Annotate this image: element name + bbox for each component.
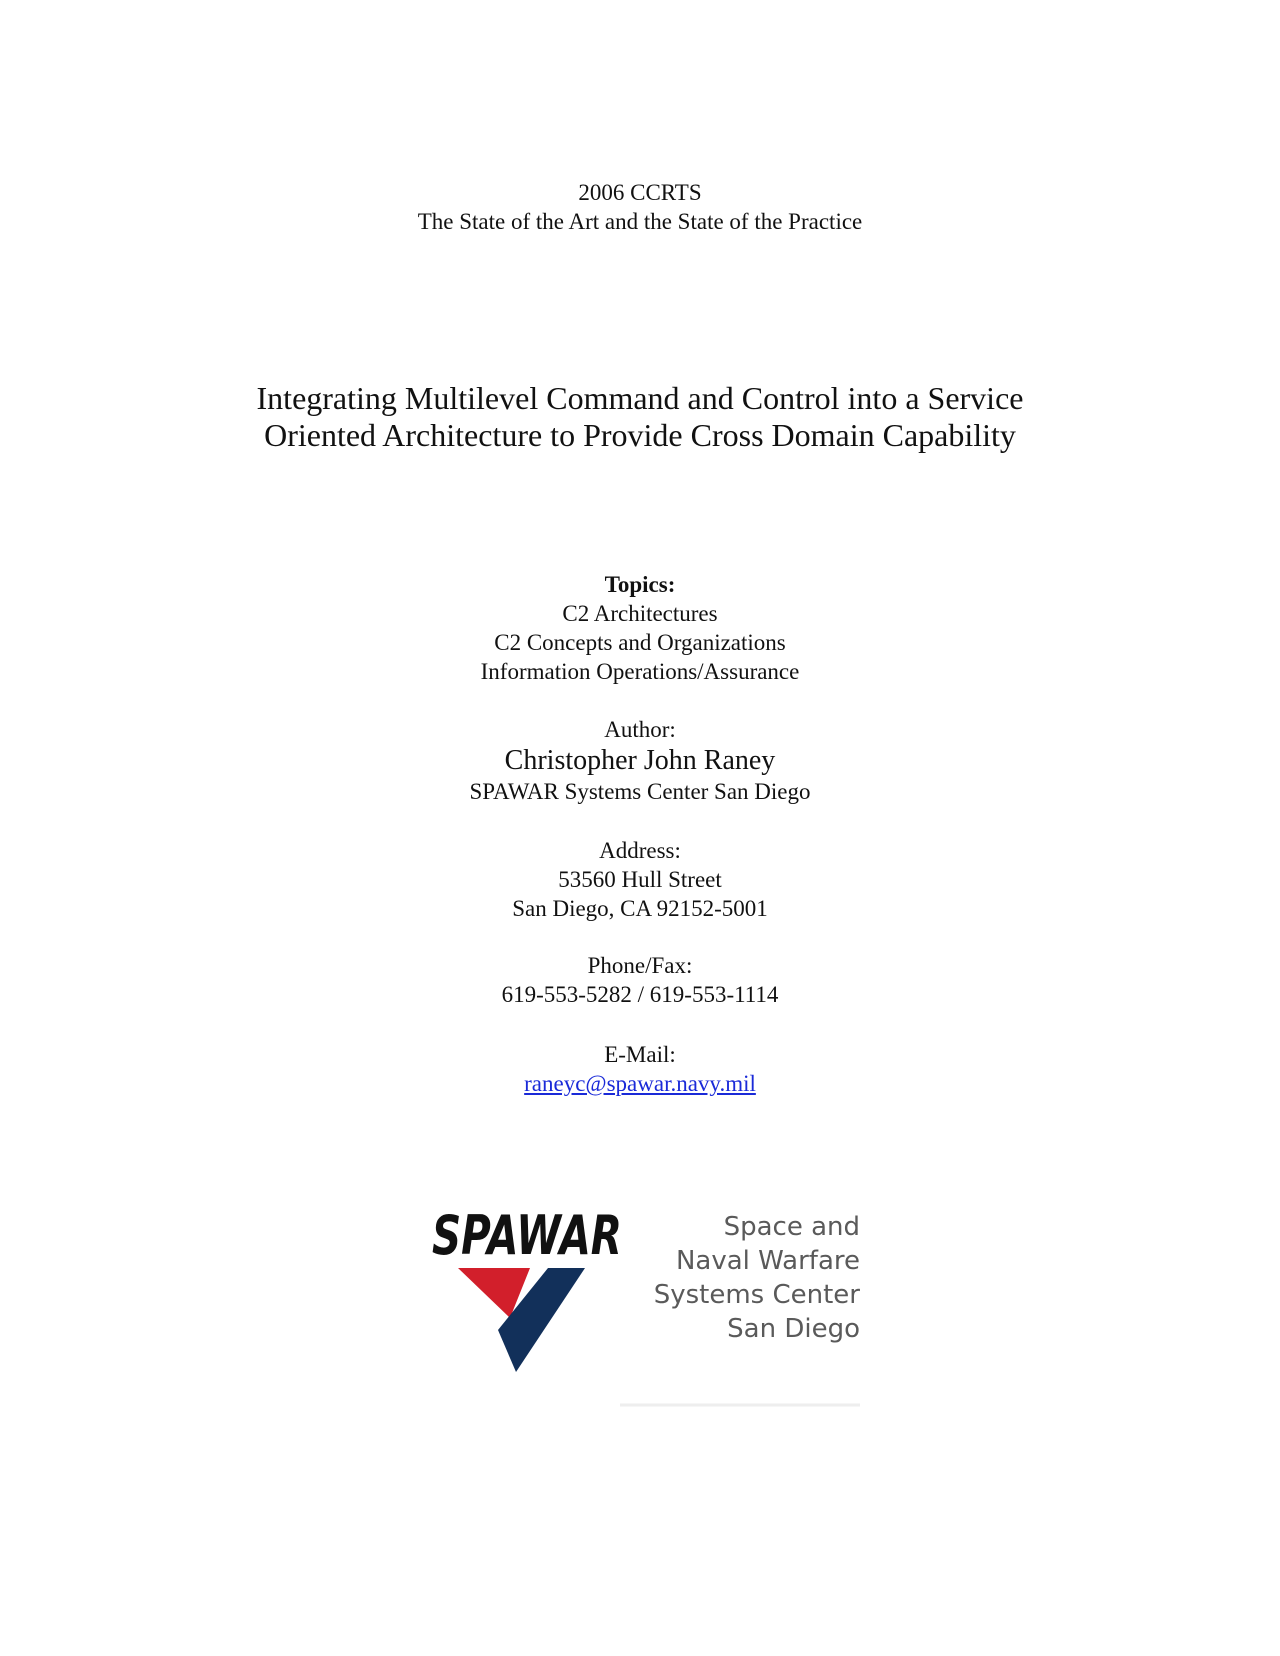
topic-item: C2 Concepts and Organizations [494,630,786,655]
phone-section [0,951,1280,1009]
conference-theme: The State of the Art and the State of the Practice [417,209,863,234]
phone-value: 619-553-5282 / 619-553-1114 [501,982,779,1007]
paper-title [0,380,1280,454]
topics-section [0,570,1280,686]
author-organization: SPAWAR Systems Center San Diego [469,779,811,804]
address-city: San Diego, CA 92152-5001 [512,896,768,921]
topics-heading: Topics: [604,572,676,597]
address-label: Address: [599,838,681,863]
author-label: Author: [604,717,676,742]
conference-name: 2006 CCRTS [578,180,702,205]
email-label: E-Mail: [604,1042,676,1067]
spawar-tagline [650,1210,860,1346]
phone-label: Phone/Fax: [587,953,693,978]
conference-header [0,178,1280,236]
title-line-2: Oriented Architecture to Provide Cross Domain Capability [264,417,1016,453]
email-section [0,1040,1280,1098]
tagline-line-3: Systems Center [653,1280,860,1310]
address-street: 53560 Hull Street [558,867,722,892]
tagline-line-4: San Diego [727,1314,860,1344]
author-section [0,715,1280,806]
email-link[interactable]: raneyc@spawar.navy.mil [524,1071,756,1096]
author-name: Christopher John Raney [504,745,776,776]
spawar-wordmark: SPAWAR [432,1204,622,1267]
tagline-line-2: Naval Warfare [675,1246,860,1276]
tagline-line-1: Space and [723,1212,860,1242]
topic-item: C2 Architectures [562,601,718,626]
title-line-1: Integrating Multilevel Command and Control into a Service [256,380,1024,416]
address-section [0,836,1280,923]
topic-item: Information Operations/Assurance [480,659,800,684]
